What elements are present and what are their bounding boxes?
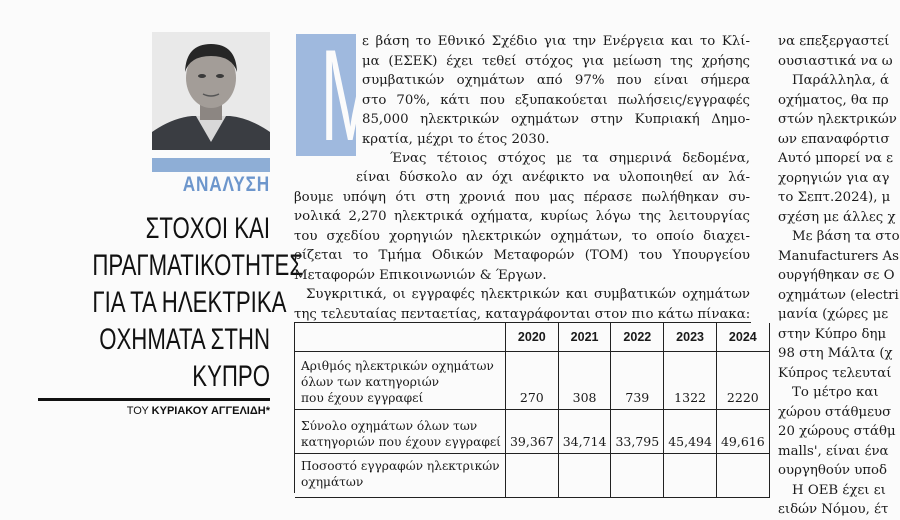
headline [92, 210, 304, 395]
text-line: σχέση με άλλες χ [778, 209, 896, 225]
cell-value: 45,494 [664, 410, 717, 454]
row-label-line: όλων των κατηγοριών [301, 375, 440, 389]
cell-value [664, 454, 717, 498]
cell-value: 739 [611, 352, 664, 410]
text-line: του σχεδίου χορηγιών ηλεκτρικών οχημάτων, το οποίο διαχει- [294, 228, 750, 244]
text-line: ρίζεται το Τμήμα Οδικών Μεταφορών (ΤΟΜ) του Υπουργείου [294, 248, 750, 263]
row-label [295, 410, 505, 454]
text-line: Κύπρος τελευταί [778, 365, 892, 381]
text-line: χορηγιών για αγ [778, 170, 890, 186]
headline-line: ΠΡΑΓΜΑΤΙΚΟΤΗΤΕΣ [92, 249, 304, 282]
text-line: της τελευταίας πενταετίας, καταγράφονται στον πιο κάτω πίνακα: [294, 306, 751, 322]
cell-value: 1322 [664, 352, 717, 410]
text-line: στών ηλεκτρικών [778, 112, 897, 127]
text-line: κρατία, μέχρι το έτος 2030. [362, 131, 550, 147]
byline-author: ΚΥΡΙΑΚΟΥ ΑΓΓΕΛΙΔΗ* [151, 405, 270, 417]
byline-rule [38, 398, 270, 401]
drop-cap-letter: Μ [320, 22, 380, 168]
cell-value: 34,714 [558, 410, 611, 454]
author-photo [152, 32, 270, 150]
text-line: Ένας τέτοιος στόχος με τα σημερινά δεδομένα, [390, 151, 750, 166]
cell-value: 49,616 [716, 410, 769, 454]
cell-value: 308 [558, 352, 611, 410]
text-line: είναι δύσκολο αν όχι ανέφικτο να υλοποιηθεί αν λά- [356, 170, 750, 185]
row-label-line: που έχουν εγγραφεί [301, 391, 424, 405]
table-row [295, 410, 769, 454]
cell-value [611, 454, 664, 498]
registrations-table [294, 322, 765, 493]
table-header-row [295, 323, 769, 352]
text-line: συμβατικών οχημάτων από 97% που είναι σήμερα [362, 73, 750, 88]
cell-value [558, 454, 611, 498]
headline-line: ΣΤΟΧΟΙ ΚΑΙ [145, 212, 270, 245]
text-line: Το μέτρο και [792, 385, 879, 400]
row-label-line: οχημάτων [301, 475, 364, 489]
year-header: 2020 [505, 323, 558, 352]
text-line: Αυτό μπορεί να ε [778, 151, 893, 166]
text-line: 85,000 ηλεκτρικών οχημάτων στην Κυπριακή Δημο- [362, 112, 750, 127]
text-line: ων επαναφόρτισ [778, 131, 890, 147]
text-line: Manufacturers As [778, 248, 899, 264]
text-line: Με βάση τα στο [792, 229, 900, 244]
cell-value: 33,795 [611, 410, 664, 454]
text-line: το Σεπτ.2024), μ [778, 190, 891, 205]
headline-line: ΟΧΗΜΑΤΑ ΣΤΗΝ [99, 323, 271, 356]
text-line: βουμε υπόψη ότι στη χρονιά που μας πέρασε πωλήθηκαν συ- [294, 189, 750, 205]
text-line: 20 χώρους στάθμ [778, 424, 896, 439]
table-corner [295, 323, 505, 352]
cell-value: 270 [505, 352, 558, 410]
row-label [295, 352, 505, 410]
headline-line: ΚΥΠΡΟ [192, 360, 270, 393]
row-label-line: Σύνολο οχημάτων όλων των [301, 419, 478, 433]
text-line: Συγκριτικά, οι εγγραφές ηλεκτρικών και συμβατικών οχημάτων [306, 287, 750, 302]
text-line: ουργηθούν υποδ [778, 463, 888, 478]
cell-value: 39,367 [505, 410, 558, 454]
cell-value [716, 454, 769, 498]
row-label-line: Αριθμός ηλεκτρικών οχημάτων [301, 359, 494, 373]
text-line: Η ΟΕΒ έχει ει [792, 482, 886, 498]
text-line: μα (ΕΣΕΚ) έχει τεθεί στόχος για μείωση της χρήσης [362, 53, 750, 69]
year-header: 2021 [558, 323, 611, 352]
row-label-line: κατηγοριών που έχουν εγγραφεί [301, 435, 501, 449]
text-line: οχήματος, θα πρ [778, 92, 889, 108]
text-line: οχημάτων (electri [778, 287, 899, 303]
text-line: στην Κύπρο δημ [778, 326, 887, 342]
text-line: νολικά 2,270 ηλεκτρικά οχήματα, κυρίως λόγω της λειτουργίας [294, 209, 750, 224]
year-header: 2022 [611, 323, 664, 352]
year-header: 2023 [664, 323, 717, 352]
drop-cap [296, 22, 380, 168]
text-line: 98 στη Μάλτα (χ [778, 346, 893, 361]
text-line: ε βάση το Εθνικό Σχέδιο για την Ενέργεια και το Κλί- [362, 34, 750, 49]
kicker-band [152, 158, 270, 172]
text-line: Μεταφορών Επικοινωνιών & Έργων. [294, 267, 547, 283]
text-line: malls', είναι ένα [778, 443, 889, 459]
byline-prefix: ΤΟΥ [126, 405, 149, 417]
cell-value: 2220 [716, 352, 769, 410]
article-paragraph-top [362, 32, 750, 169]
cell-value [505, 454, 558, 498]
article-column-right [778, 32, 900, 520]
text-line: μανία (χώρες με [778, 307, 889, 322]
headline-line: ΓΙΑ ΤΑ ΗΛΕΚΤΡΙΚΑ [92, 286, 287, 319]
year-header: 2024 [716, 323, 769, 352]
row-label-line: Ποσοστό εγγραφών ηλεκτρικών [301, 459, 500, 473]
byline [38, 405, 270, 417]
section-kicker: ΑΝΑΛΥΣΗ [182, 173, 270, 196]
text-line: χώρου στάθμευσ [778, 404, 892, 420]
row-label [295, 454, 505, 498]
text-line: ειδών Νόμου, έτ [778, 502, 889, 517]
article-paragraph-bottom [294, 168, 750, 324]
table-row [295, 352, 769, 410]
text-line: στο 70%, κάτι που εξυπακούεται πωλήσεις/εγγραφές [362, 92, 750, 108]
table-row [295, 454, 769, 498]
text-line: να επεξεργαστεί [778, 34, 890, 49]
text-line: ουσιαστικά να ω [778, 53, 893, 69]
text-line: ουργήθηκαν σε Ο [778, 268, 895, 283]
text-line: Παράλληλα, ά [792, 73, 890, 88]
